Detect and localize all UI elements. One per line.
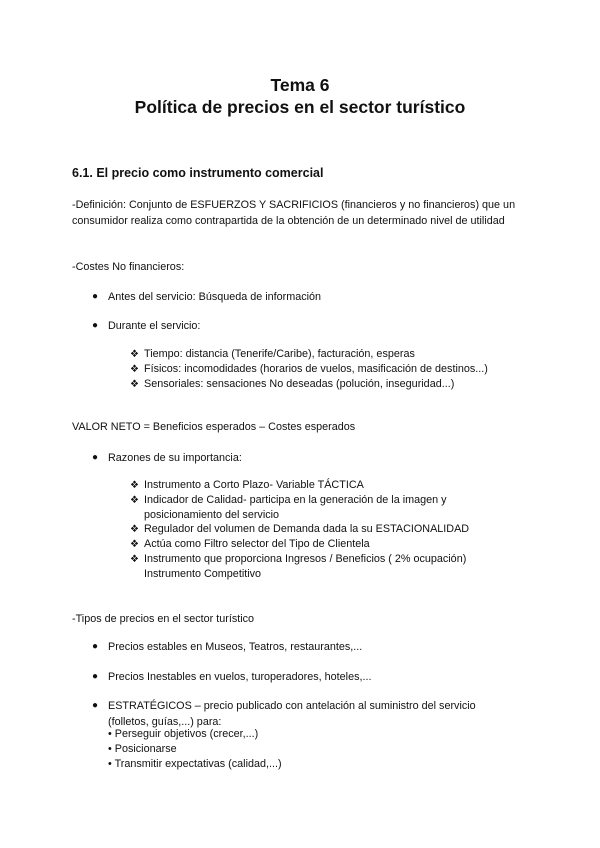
list-item-text: Antes del servicio: Búsqueda de información <box>108 291 322 303</box>
list-item-text: Durante el servicio: <box>108 320 201 332</box>
diamond-bullet-icon: ❖ <box>130 480 139 491</box>
small-bullet-item: • Perseguir objetivos (crecer,...) <box>108 728 259 740</box>
bullet-icon: ● <box>92 291 99 302</box>
diamond-bullet-icon: ❖ <box>130 495 139 506</box>
sub-list-item: ❖ Sensoriales: sensaciones No deseadas (polución, inseguridad...) <box>130 378 455 390</box>
diamond-bullet-icon: ❖ <box>130 379 139 390</box>
section-heading: 6.1. El precio como instrumento comercial <box>72 166 324 180</box>
list-item-text: ESTRATÉGICOS – precio publicado con antelación al suministro del servicio (folletos, guías,...) para: <box>108 700 476 728</box>
small-bullet-item: • Posicionarse <box>108 743 177 755</box>
small-bullet-item: • Transmitir expectativas (calidad,...) <box>108 758 282 770</box>
definition-paragraph: -Definición: Conjunto de ESFUERZOS Y SACRIFICIOS (financieros y no financieros) que un consumidor realiza como contrapartida de la obtención de un determinado nivel de utilidad <box>72 199 516 227</box>
list-item-text: Precios estables en Museos, Teatros, restaurantes,... <box>108 641 363 653</box>
doc-title: Tema 6 <box>270 75 330 95</box>
sub-list-item: ❖ Regulador del volumen de Demanda dada la su ESTACIONALIDAD <box>130 523 470 535</box>
sub-list-item: ❖ Instrumento que proporciona Ingresos / Beneficios ( 2% ocupación) Instrumento Competitivo <box>130 553 467 580</box>
list-item <box>92 318 528 334</box>
list-item <box>92 698 518 730</box>
costs-label: -Costes No financieros: <box>72 261 185 273</box>
diamond-bullet-icon: ❖ <box>130 524 139 535</box>
sub-list-item: ❖ Actúa como Filtro selector del Tipo de Clientela <box>130 538 370 550</box>
bullet-icon: ● <box>92 641 99 652</box>
diamond-bullet-icon: ❖ <box>130 554 139 565</box>
diamond-bullet-icon: ❖ <box>130 349 139 360</box>
bullet-icon: ● <box>92 452 99 463</box>
list-item <box>92 669 528 685</box>
tipos-label: -Tipos de precios en el sector turístico <box>72 613 255 625</box>
bullet-icon: ● <box>92 671 99 682</box>
list-item <box>92 450 528 466</box>
sub-list-item: ❖ Indicador de Calidad- participa en la generación de la imagen y posicionamiento del servicio <box>130 494 447 521</box>
list-item-text: Precios Inestables en vuelos, turoperadores, hoteles,... <box>108 671 372 683</box>
diamond-bullet-icon: ❖ <box>130 364 139 375</box>
list-item <box>92 289 528 305</box>
diamond-bullet-icon: ❖ <box>130 539 139 550</box>
sub-list-item: ❖ Instrumento a Corto Plazo- Variable TÁCTICA <box>130 479 364 491</box>
bullet-icon: ● <box>92 320 99 331</box>
bullet-icon: ● <box>92 700 99 711</box>
list-item-text: Razones de su importancia: <box>108 452 242 464</box>
sub-list-item: ❖ Tiempo: distancia (Tenerife/Caribe), facturación, esperas <box>130 348 415 360</box>
list-item <box>92 639 528 655</box>
valor-neto-line: VALOR NETO = Beneficios esperados – Costes esperados <box>72 421 356 433</box>
doc-subtitle: Política de precios en el sector turístico <box>134 97 466 117</box>
sub-list-item: ❖ Físicos: incomodidades (horarios de vuelos, masificación de destinos...) <box>130 363 488 375</box>
